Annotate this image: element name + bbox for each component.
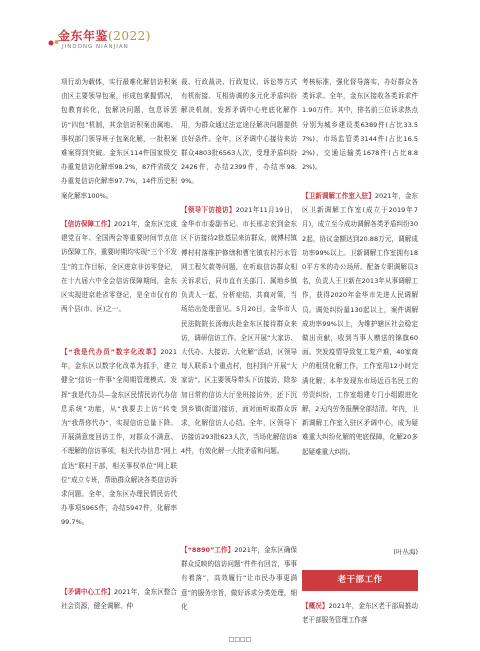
- page-header: [0, 0, 480, 62]
- paragraph-daibanyuan: [61, 345, 177, 530]
- paragraph-body: 2021年，金东区整合社会资源，健全调解、仲: [61, 588, 177, 611]
- text-column-1: [61, 75, 177, 627]
- paragraph-col3-continued: 考核标准，强化督导落实，办好群众各类诉求。全年，金东区接收各类诉求件1.90万件。其中，排名前三位诉求热点分别为城乡建设类6389件(占比33.57%)、市场监管类3144件(占比16.52%)、交通运输类1678件(占比8.82%)。: [302, 78, 418, 172]
- author-signature: (叶丛海): [393, 548, 418, 556]
- header-subtitle: JINDONG NIANJIAN: [62, 44, 129, 50]
- paragraph-xinfang-baozhang: [61, 217, 177, 316]
- paragraph-gaikuang: [302, 599, 418, 627]
- header-title-main: 金东年鉴: [58, 29, 109, 43]
- page-number: □□□□: [228, 636, 252, 643]
- section-heading: 【卫新调解工作室入驻】: [302, 192, 375, 200]
- section-heading: 【“8890”工作】: [181, 546, 235, 554]
- paragraph-body: 2021年，金东区完成建党百年、全国两会等重要时间节点信访保障工作，重要时期均实现“三个不发生”的工作目标，全区进京非访零登记，在十九届六中全会信访保障期间，金东区实现进京赴省零登记，是全市仅有的两个县(市、区)之一。: [61, 220, 177, 314]
- text-column-3: [302, 75, 418, 627]
- paragraph-col2-continued: 裁、行政裁决、行政复议、诉讼等方式有机衔接、互相协调的多元化矛盾纠纷解决机制，发挥矛调中心兜底化解作用，为群众通过法定途径解决问题提供良好条件。全年，区矛调中心接待来访群众4803批6563人次，受理矛盾纠纷2426件，办结2399件，办结率98.9%。: [181, 78, 297, 186]
- paragraph-col1-continued: 项行动为载体，实行最难化解信访积案由区主要领导包案，形成包掌握情况，包教育转化，包解决问题，包息诉罢访“四包”机制，其余信访积案由属地、事权部门领导班子包案化解，一批积案难案得到突破。金东区114件国家级交办重复信访化解率98.2%，87件省级交办重复信访化解率97.7%，14件历史积案化解率100%。: [61, 78, 177, 200]
- paragraph-lingdao-xiafang: [181, 203, 297, 459]
- paragraph-body: 2021年，金东区以数字化改革为抓手，建立健全“信访一件事”全周期管理模式。发挥“我是代办员—金东区民情民访代办信息系统”功能，从“我要去上访”转变为“我帮你代办”，实现信访总量下降。开展满意度回访工作，对群众不满意、不理解的信访事项，相关代办信息“网上直达”联村干部，相关事权单位“网上联位”成立专班，帮助群众解决各类信访诉求问题。全年，金东区办理民情民访代办事项5965件，办结5947件，化解率99.7%。: [61, 348, 177, 527]
- paragraph-weixin-tiaojie: [302, 189, 418, 459]
- section-heading: 【领导下访接访】: [181, 206, 236, 214]
- section-heading: 【信访保障工作】: [61, 220, 114, 228]
- paragraph-maodiao-zhongxin: [61, 585, 177, 613]
- section-heading: 【矛调中心工作】: [61, 588, 114, 596]
- section-heading: 【“我是代办员”数字化改革】: [61, 348, 161, 356]
- paragraph-8890: [181, 543, 297, 614]
- paragraph-body: 2021年，金东区卫新调解工作室(成立于2019年7月)，成立至今成功调解各类矛盾纠纷302起，协议金额达到20.88万元，调解成功率99%以上。卫新调解工作室拥有180平方米的办公场所。配备专职调解员3名，负责人王卫新在2013年从事调解工作，获得2020年金华市先进人民调解员。调处纠纷量130起以上，案件调解成功率99%以上，为维护辖区社会稳定做出贡献，收到当事人赠送的锦旗60面。突发疫情导致复工复产难，40家商户的租赁化解工作，工作室用12小时完满化解；本年发现东市场近百名民工的劳资纠纷，工作室组建专门小组跟进化解，2天内劳务报酬全部结清。年内，卫新调解工作室入驻区矛调中心，成为疑难重大纠纷化解的兜底保障，化解20多起疑难重大纠纷。: [302, 192, 418, 456]
- paragraph-body: 2021年，金东区确保群众反映的信访问题“件件有回音，事事有着落”，高效履行“让市民办事更满意”的服务宗旨，做好诉求分类处理，细化: [181, 546, 297, 611]
- paragraph-body: 2021年，金东区老干部局推动老干部服务管理工作落: [302, 602, 418, 625]
- text-column-2: [181, 75, 297, 627]
- paragraph-body: 2021年11月19日，金华市市委副书记、市长邢志宏到金东区下访接待2批基层来访群众，就傅村镇傅村村落维护修缮和曹宅镇农村污水管网工程欠款等问题，在听取信访群众相关诉求后，同市直有关部门、属地乡镇负责人一起，分析症结，共商对策，当场给出处理意见。5月20日，金华市人民法院院长汤海庆赴金东区接待群众来访，调研信访工作。全区开展“大家访、大代办、大接访、大化解”活动，区领导每人联系1个重点村，包村到户开展“大家访”。区主要领导带头下访接访，除参加日常的信访大厅坐班接访外，还下沉到乡镇(街道)接访，面对面听取群众诉求，化解信访人心结。全年，区领导下访接访293批623人次，当场化解信访84件，有效化解一大批矛盾和问题。: [181, 206, 297, 456]
- running-header-title: [58, 27, 151, 44]
- section-heading: 【概况】: [302, 602, 329, 610]
- section-title-banner: 老干部工作: [302, 570, 418, 591]
- header-title-year: (2022): [108, 29, 151, 43]
